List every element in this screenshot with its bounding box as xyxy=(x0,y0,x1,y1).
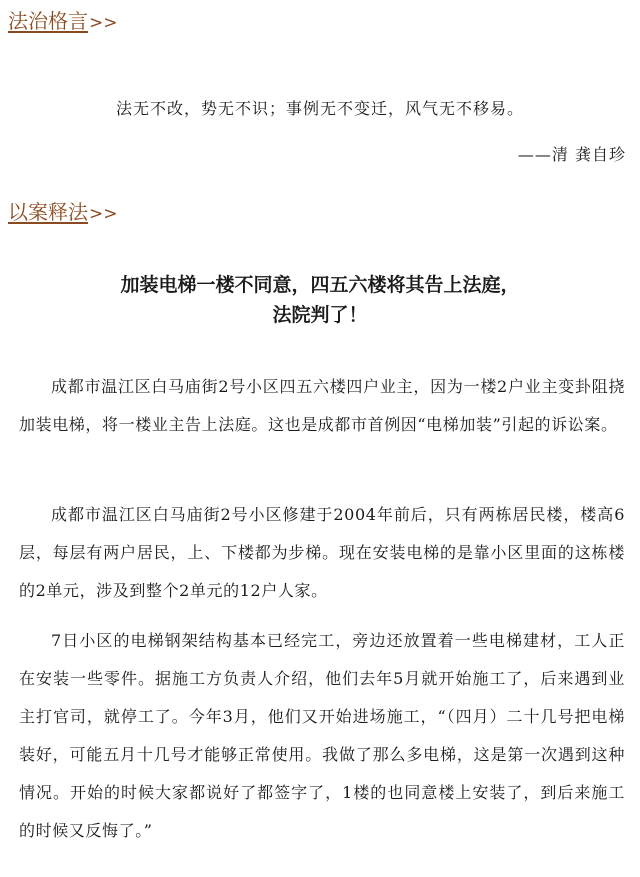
section-heading-legal-maxim xyxy=(8,8,118,36)
article-headline xyxy=(0,270,640,330)
maxim-quote: 法无不改，势无不识；事例无不变迁，风气无不移易。 xyxy=(115,99,524,118)
article-paragraph: 成都市温江区白马庙街2号小区四五六楼四户业主，因为一楼2户业主变卦阻挠加装电梯，将一楼业主告上法庭。这也是成都市首例因“电梯加装”引起的诉讼案。 xyxy=(19,377,625,434)
section-heading-case-law xyxy=(8,199,118,227)
section-heading-title: 以案释法 xyxy=(8,200,88,224)
headline-line-1: 加装电梯一楼不同意，四五六楼将其告上法庭， xyxy=(120,274,520,296)
double-chevron-icon: >> xyxy=(89,204,118,224)
double-chevron-icon: >> xyxy=(89,13,118,33)
section-heading-title: 法治格言 xyxy=(8,9,88,33)
headline-line-2: 法院判了！ xyxy=(272,304,368,326)
article-paragraph: 7日小区的电梯钢架结构基本已经完工，旁边还放置着一些电梯建材，工人正在安装一些零件。据施工方负责人介绍，他们去年5月就开始施工了，后来遇到业主打官司，就停工了。今年3月，他们又开始进场施工，“（四月）二十几号把电梯装好，可能五月十几号才能够正常使用。我做了那么多电梯，这是第一次遇到这种情况。开始的时候大家都说好了都签字了，1楼的也同意楼上安装了，到后来施工的时候又反悔了。” xyxy=(19,631,625,840)
article-paragraph: 成都市温江区白马庙街2号小区修建于2004年前后，只有两栋居民楼，楼高6层，每层有两户居民，上、下楼都为步梯。现在安装电梯的是靠小区里面的这栋楼的2单元，涉及到整个2单元的12户人家。 xyxy=(19,505,625,600)
maxim-author: ——清 龚自珍 xyxy=(517,145,626,164)
